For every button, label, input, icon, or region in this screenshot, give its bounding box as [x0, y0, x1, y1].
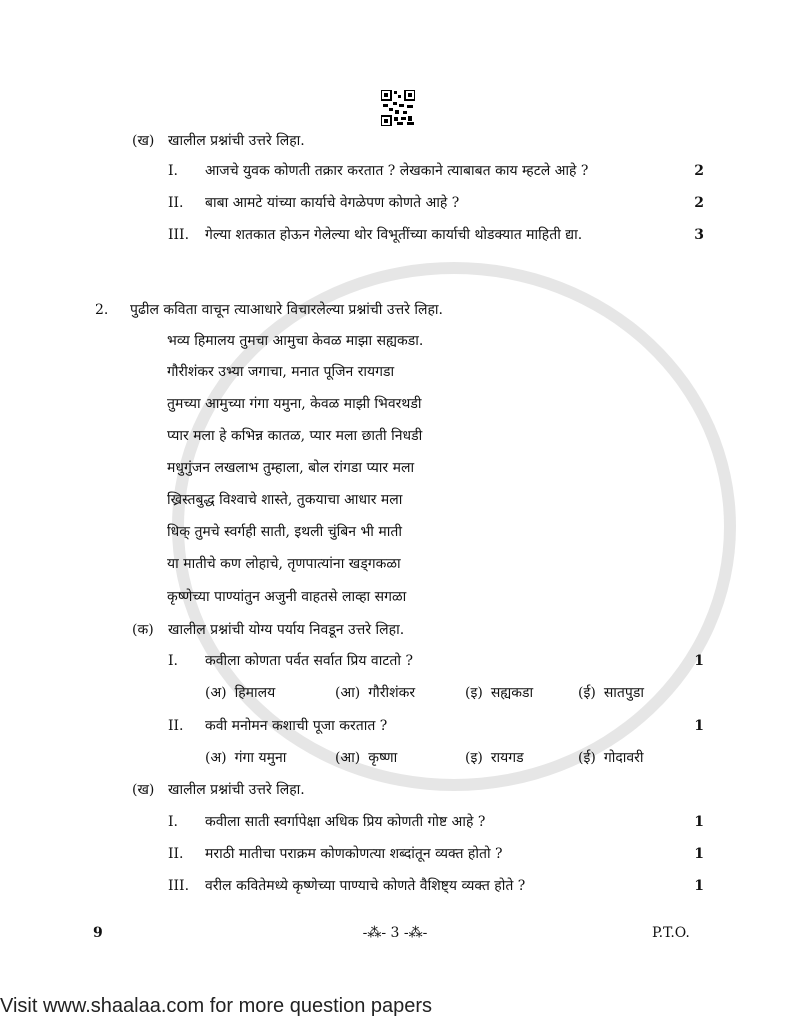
poem-line: या मातीचे कण लोहाचे, तृणपात्यांना खड्गकळा [167, 556, 401, 572]
question-number: 2. [95, 302, 109, 318]
option-label: (अ) [205, 685, 227, 701]
question-marks: 1 [694, 814, 704, 830]
option-label: (ई) [578, 685, 596, 701]
question-text: आजचे युवक कोणती तक्रार करतात ? लेखकाने त्याबाबत काय म्हटले आहे ? [205, 163, 589, 179]
option-label: (इ) [465, 685, 483, 701]
section-label: (ख) [132, 782, 155, 798]
poem-line: गौरीशंकर उभ्या जगाचा, मनात पूजिन रायगडा [167, 364, 395, 380]
shaalaa-link-banner[interactable]: Visit www.shaalaa.com for more question papers [0, 995, 433, 1017]
question-marks: 2 [694, 195, 704, 211]
question-text: कवीला कोणता पर्वत सर्वात प्रिय वाटतो ? [205, 653, 413, 669]
question-marks: 1 [694, 878, 704, 894]
question-number: I. [168, 814, 178, 830]
page-number: -⁂- 3 -⁂- [362, 925, 428, 941]
poem-line: धिक् तुमचे स्वर्गही साती, इथली चुंबिन भी माती [167, 524, 402, 540]
option-label: (अ) [205, 750, 227, 766]
option-label: (आ) [335, 685, 361, 701]
poem-line: मधुगुंजन लखलाभ तुम्हाला, बोल रांगडा प्यार मला [167, 460, 415, 476]
question-marks: 1 [694, 718, 704, 734]
poem-line: तुमच्या आमुच्या गंगा यमुना, केवळ माझी भिवरथडी [167, 396, 422, 412]
paper-code: 9 [93, 925, 103, 941]
question-text: बाबा आमटे यांच्या कार्याचे वेगळेपण कोणते आहे ? [205, 195, 460, 211]
option-text: रायगड [490, 750, 524, 766]
option [465, 684, 578, 702]
section-heading: खालील प्रश्नांची उत्तरे लिहा. [168, 133, 305, 149]
qr-code-icon [381, 90, 415, 126]
option [205, 749, 335, 767]
question-text: कवी मनोमन कशाची पूजा करतात ? [205, 718, 388, 734]
poem-line: प्यार मला हे कभिन्न कातळ, प्यार मला छाती निधडी [167, 428, 423, 444]
question-marks: 2 [694, 163, 704, 179]
question-number: I. [168, 653, 178, 669]
section-label: (ख) [132, 133, 155, 149]
question-text: गेल्या शतकात होऊन गेलेल्या थोर विभूतींच्या कार्याची थोडक्यात माहिती द्या. [205, 227, 583, 243]
poem-line: कृष्णेच्या पाण्यांतुन अजुनी वाहतसे लाव्हा सगळा [167, 589, 407, 605]
question-number: II. [168, 846, 184, 862]
option [335, 749, 465, 767]
section-label: (क) [132, 622, 154, 638]
option-text: गोदावरी [603, 750, 644, 766]
option [205, 684, 335, 702]
question-number: II. [168, 718, 184, 734]
option [578, 749, 644, 767]
question-text: मराठी मातीचा पराक्रम कोणकोणत्या शब्दांतून व्यक्त होतो ? [205, 846, 503, 862]
question-text: कवीला साती स्वर्गापेक्षा अधिक प्रिय कोणती गोष्ट आहे ? [205, 814, 486, 830]
question-number: II. [168, 195, 184, 211]
question-marks: 1 [694, 653, 704, 669]
question-text: वरील कवितेमध्ये कृष्णेच्या पाण्याचे कोणते वैशिष्ट्य व्यक्त होते ? [205, 878, 526, 894]
option-label: (ई) [578, 750, 596, 766]
option-label: (इ) [465, 750, 483, 766]
pto-label: P.T.O. [652, 925, 690, 941]
option [465, 749, 578, 767]
question-heading: पुढील कविता वाचून त्याआधारे विचारलेल्या प्रश्नांची उत्तरे लिहा. [130, 302, 444, 318]
poem-line: भव्य हिमालय तुमचा आमुचा केवळ माझा सह्यकडा. [167, 333, 424, 349]
section-heading: खालील प्रश्नांची योग्य पर्याय निवडून उत्तरे लिहा. [168, 622, 405, 638]
option [335, 684, 465, 702]
option-label: (आ) [335, 750, 361, 766]
option-text: सह्यकडा [490, 685, 534, 701]
options-row [205, 684, 685, 702]
question-marks: 1 [694, 846, 704, 862]
options-row [205, 749, 685, 767]
question-marks: 3 [694, 227, 704, 243]
option-text: गौरीशंकर [368, 685, 416, 701]
option-text: हिमालय [234, 685, 276, 701]
option-text: कृष्णा [368, 750, 398, 766]
question-number: III. [168, 878, 190, 894]
option [578, 684, 644, 702]
poem-line: ख्रिस्तबुद्ध विश्वाचे शास्ते, तुकयाचा आधार मला [167, 492, 403, 508]
question-number: I. [168, 163, 178, 179]
question-number: III. [168, 227, 190, 243]
section-heading: खालील प्रश्नांची उत्तरे लिहा. [168, 782, 305, 798]
option-text: गंगा यमुना [234, 750, 287, 766]
option-text: सातपुडा [603, 685, 644, 701]
